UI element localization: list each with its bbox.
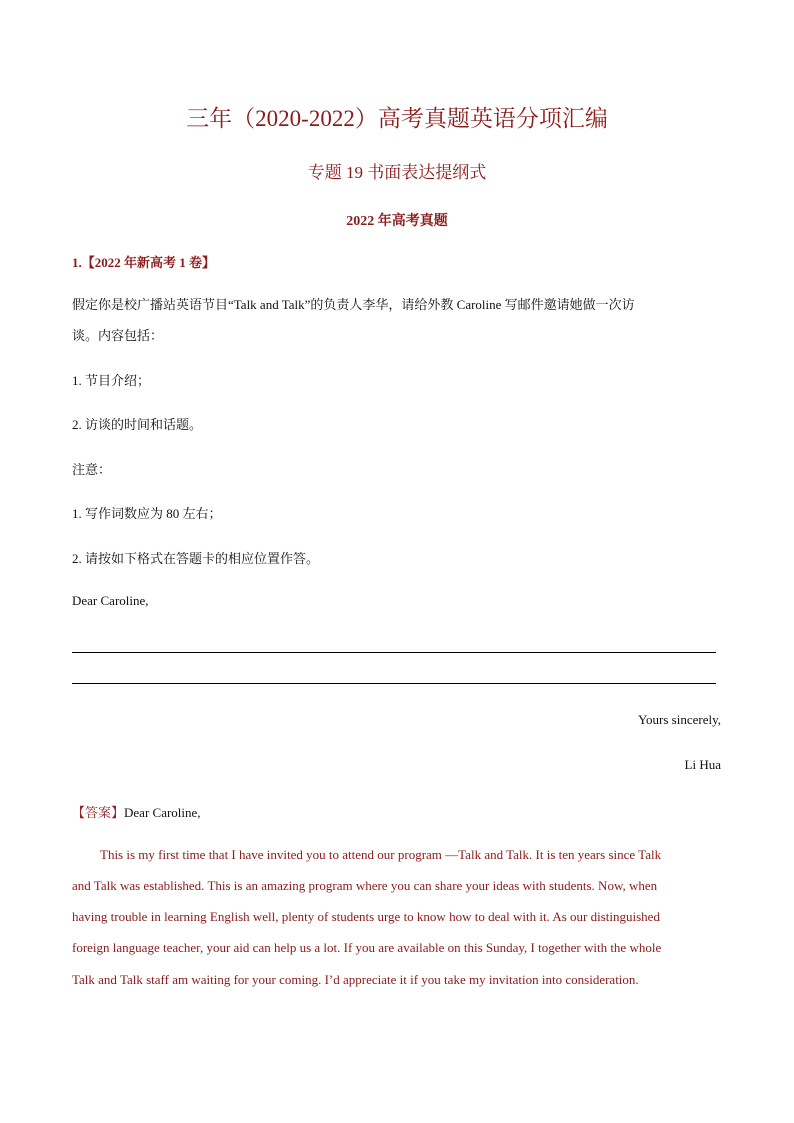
- letter-signature: Li Hua: [684, 757, 721, 772]
- answer-salutation: Dear Caroline,: [124, 805, 201, 820]
- note-2: 2. 请按如下格式在答题卡的相应位置作答。: [72, 551, 320, 566]
- content-point-2: 2. 访谈的时间和话题。: [72, 417, 203, 432]
- answer-line: and Talk was established. This is an amazing program where you can share your ideas with students. Now, when: [72, 878, 658, 893]
- topic-subtitle: 专题 19 书面表达提纲式: [307, 163, 487, 182]
- prompt-line-2: 谈。内容包括：: [72, 328, 164, 343]
- answer-writing-line-1: [72, 652, 716, 653]
- prompt-line-1: 假定你是校广播站英语节目“Talk and Talk”的负责人李华，请给外教 Caroline 写邮件邀请她做一次访: [72, 297, 635, 312]
- answer-line: foreign language teacher, your aid can help us a lot. If you are available on this Sunday, I together with the whole: [72, 940, 662, 955]
- note-label: 注意：: [72, 462, 112, 477]
- answer-label: 【答案】: [72, 805, 125, 820]
- section-heading: 2022 年高考真题: [346, 214, 448, 229]
- content-point-1: 1. 节目介绍；: [72, 373, 151, 388]
- question-heading: 1.【2022 年新高考 1 卷】: [72, 255, 216, 270]
- answer-writing-line-2: [72, 683, 716, 684]
- answer-line: having trouble in learning English well, plenty of students urge to know how to deal with it. As our distinguished: [72, 909, 660, 924]
- letter-closing: Yours sincerely,: [637, 712, 721, 727]
- note-1: 1. 写作词数应为 80 左右；: [72, 506, 222, 521]
- answer-line: This is my first time that I have invited you to attend our program —Talk and Talk. It is ten years since Talk: [100, 847, 662, 862]
- answer-line: Talk and Talk staff am waiting for your coming. I’d appreciate it if you take my invitation into consideration.: [72, 972, 639, 987]
- answer-heading: [72, 802, 201, 821]
- document-title: 三年（2020-2022）高考真题英语分项汇编: [186, 106, 608, 131]
- letter-salutation: Dear Caroline,: [72, 593, 149, 608]
